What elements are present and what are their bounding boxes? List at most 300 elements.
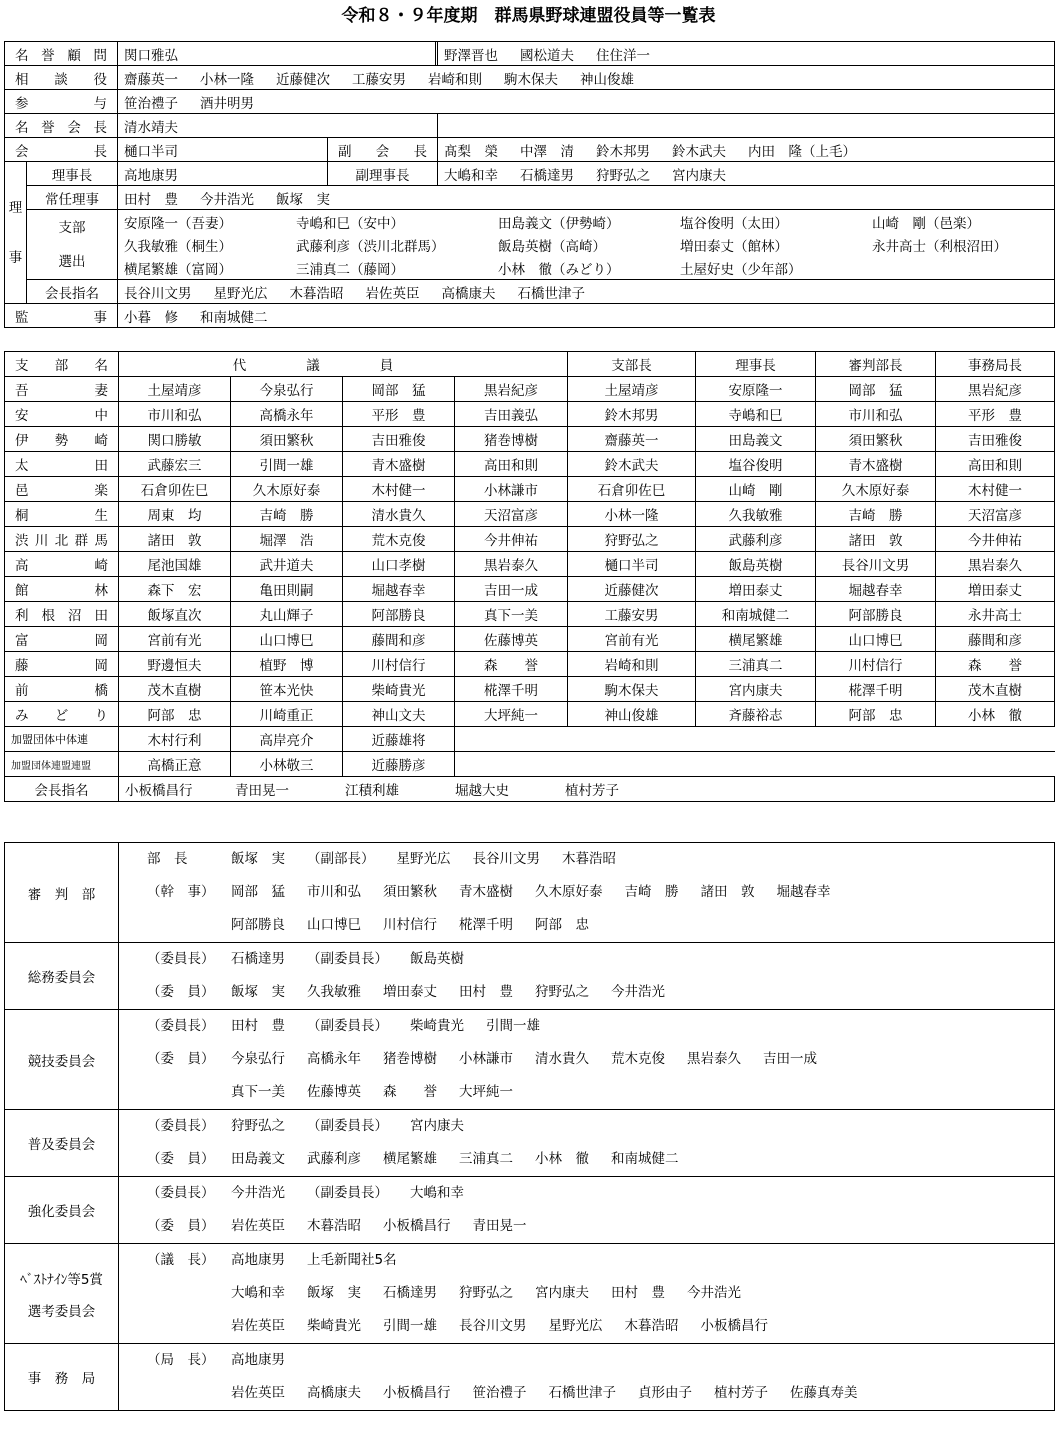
committee-member: 飯塚 実: [307, 1285, 361, 1301]
delegate: 真下一美: [455, 602, 568, 627]
delegate: 川崎重正: [231, 702, 343, 727]
delegate: 柴崎貴光: [343, 677, 455, 702]
member-chutai-delegate: 木村行利: [119, 727, 231, 752]
committee-member: 阿部勝良: [231, 917, 285, 933]
committee-member: 田村 豊: [611, 1285, 665, 1301]
delegate: 山口孝樹: [343, 552, 455, 577]
member-kotai-delegate: 近藤勝彦: [343, 752, 455, 777]
committee-name: [5, 1177, 119, 1244]
label-president: 会長: [5, 138, 118, 162]
committee-row: [5, 1177, 1055, 1244]
committee-row: [5, 843, 1055, 943]
delegate: 高田和則: [455, 452, 568, 477]
committee-member: 石橋達男: [383, 1285, 437, 1301]
umpire-head: 市川和弘: [816, 402, 936, 427]
secretary: 黒岩泰久: [936, 552, 1055, 577]
committee-member: 木暮浩昭: [307, 1218, 361, 1234]
branch-row: [5, 702, 1055, 727]
committee-member: 吉田一成: [763, 1051, 817, 1067]
secretary: 永井高士: [936, 602, 1055, 627]
member-kotai-delegate: 小林敬三: [231, 752, 343, 777]
delegate: 猪巻博樹: [455, 427, 568, 452]
label-vice-chief-director: 副理事長: [328, 162, 438, 186]
branch-director: 横尾繁雄: [696, 627, 816, 652]
row-counselor: [5, 66, 1055, 90]
committee-member: 高地康男: [231, 1252, 285, 1268]
delegate: 阿部勝良: [343, 602, 455, 627]
branch-director: 増田泰丈: [696, 577, 816, 602]
row-branch-elected-1: [5, 210, 1055, 234]
branch-row: [5, 427, 1055, 452]
committee-member: 柴崎貴光: [307, 1318, 361, 1334]
umpire-head: 堀越春幸: [816, 577, 936, 602]
committee-member: 小板橋昌行: [383, 1218, 451, 1234]
branch-name: 館林: [5, 577, 119, 602]
row-branch-elected-2: [5, 233, 1055, 256]
committee-member: 岡部 猛: [231, 884, 285, 900]
secretary: 今井伸祐: [936, 527, 1055, 552]
delegate: 吉崎 勝: [231, 502, 343, 527]
committee-member: 石橋達男: [231, 951, 285, 967]
advisor-names: 野澤晋也 國松道夫 住住洋一: [438, 42, 1055, 66]
president-nominated-delegates: 小板橋昌行 青田晃一 江積利雄 堀越大史 植村芳子: [119, 777, 1055, 802]
label-standing-director: 常任理事: [27, 186, 118, 210]
councilor-names: 笹治禮子 酒井明男: [118, 90, 1055, 114]
row-branch-elected-3: [5, 256, 1055, 280]
committee-member: 上毛新聞社5名: [307, 1252, 397, 1268]
delegate: 高橋永年: [231, 402, 343, 427]
committee-member: 吉崎 勝: [624, 884, 679, 900]
name-honorary-president: 清水靖夫: [118, 114, 438, 138]
delegate: 亀田則嗣: [231, 577, 343, 602]
committee-member: 小林 徹: [535, 1151, 589, 1167]
standing-director-names: 田村 豊 今井浩光 飯塚 実: [118, 186, 1055, 210]
label-vice-president: 副会長: [328, 138, 438, 162]
committee-member: 小板橋昌行: [700, 1318, 768, 1334]
committee-member: 狩野弘之: [535, 984, 589, 1000]
delegate: 吉田義弘: [455, 402, 568, 427]
committee-name-text: ﾍﾞｽﾄﾅｲﾝ等5賞: [20, 1271, 103, 1288]
committee-member: 飯塚 実: [231, 984, 285, 1000]
committee-member: 川村信行: [383, 917, 437, 933]
committee-member: 植村芳子: [714, 1385, 768, 1401]
label-president-nominated: 会長指名: [27, 280, 118, 304]
delegate: 吉田雅俊: [343, 427, 455, 452]
branch-elected-line-3: 横尾繁雄（富岡） 三浦真二（藤岡） 小林 徹（みどり） 土屋好史（少年部）: [118, 256, 1055, 280]
branch-head: 小林一隆: [568, 502, 696, 527]
branch-row: [5, 377, 1055, 402]
delegate: 岡部 猛: [343, 377, 455, 402]
delegate: 平形 豊: [343, 402, 455, 427]
branch-row: [5, 452, 1055, 477]
branch-director: 三浦真二: [696, 652, 816, 677]
branch-name: 前橋: [5, 677, 119, 702]
committee-name: [5, 843, 119, 943]
committee-member: 今井浩光: [231, 1185, 285, 1201]
delegate: 諸田 敦: [119, 527, 231, 552]
committee-member: 市川和弘: [307, 884, 361, 900]
delegate: 阿部 忠: [119, 702, 231, 727]
branch-director: 山崎 剛: [696, 477, 816, 502]
header-branch: 支部名: [5, 352, 119, 377]
umpire-head: 岡部 猛: [816, 377, 936, 402]
row-president-nominated: [5, 280, 1055, 304]
committee-member: 長谷川文男: [459, 1318, 527, 1334]
branch-head: 樋口半司: [568, 552, 696, 577]
secretary: 小林 徹: [936, 702, 1055, 727]
secretary: 平形 豊: [936, 402, 1055, 427]
branch-name: 渋川北群馬: [5, 527, 119, 552]
committee-member: 飯島英樹: [410, 951, 464, 967]
committee-member: 木暮浩昭: [562, 851, 616, 867]
committee-name: [5, 1344, 119, 1411]
committee-line: [147, 943, 1054, 976]
committee-member: （副委員長）: [307, 951, 388, 967]
branch-name: 安中: [5, 402, 119, 427]
branch-elected-line-2: 久我敏雅（桐生） 武藤利彦（渋川北群馬） 飯島英樹（高崎） 増田泰丈（館林） 永井高士（利根沼田）: [118, 233, 1055, 256]
branch-name: 利根沼田: [5, 602, 119, 627]
committee-member: 大嶋和幸: [410, 1185, 464, 1201]
branch-name: 邑楽: [5, 477, 119, 502]
header-secretary: 事務局長: [936, 352, 1055, 377]
committee-line: [147, 1177, 1054, 1210]
committee-member: 横尾繁雄: [383, 1151, 437, 1167]
committee-members: [119, 1177, 1055, 1244]
member-chutai-delegate: 近藤雄将: [343, 727, 455, 752]
committee-role: （委員長）: [147, 1018, 215, 1034]
delegate: 清水貴久: [343, 502, 455, 527]
committee-name-text: 審 判 部: [27, 886, 96, 903]
committee-line: [147, 976, 1054, 1009]
secretary: 茂木直樹: [936, 677, 1055, 702]
committee-line: [147, 1277, 1054, 1310]
label-counselor: 相談役: [5, 66, 118, 90]
delegate: 土屋靖彦: [119, 377, 231, 402]
secretary: 藤間和彦: [936, 627, 1055, 652]
branch-name: 桐生: [5, 502, 119, 527]
committee-member: 久我敏雅: [307, 984, 361, 1000]
member-kotai-row: [5, 752, 1055, 777]
committee-member: 佐藤真寿美: [790, 1385, 858, 1401]
branch-name: 富岡: [5, 627, 119, 652]
label-branch-elected: 支部 選出: [27, 210, 118, 280]
delegate: 小林謙市: [455, 477, 568, 502]
committee-member: 今井浩光: [687, 1285, 741, 1301]
secretary: 黒岩紀彦: [936, 377, 1055, 402]
delegate: 森下 宏: [119, 577, 231, 602]
delegate: 大坪純一: [455, 702, 568, 727]
delegate: 飯塚直次: [119, 602, 231, 627]
committee-member: （副委員長）: [307, 1118, 388, 1134]
committee-row: [5, 1010, 1055, 1110]
branch-row: [5, 602, 1055, 627]
committee-member: 青木盛樹: [459, 884, 513, 900]
committee-member: 飯塚 実: [231, 851, 285, 867]
secretary: 木村健一: [936, 477, 1055, 502]
delegate: 天沼富彦: [455, 502, 568, 527]
committee-member: 猪巻博樹: [383, 1051, 437, 1067]
committee-line: [147, 843, 1054, 876]
branch-row: [5, 552, 1055, 577]
delegate: 茂木直樹: [119, 677, 231, 702]
committee-role: （幹 事）: [147, 884, 215, 900]
committee-member: 阿部 忠: [535, 917, 589, 933]
delegate: 青木盛樹: [343, 452, 455, 477]
committee-name: [5, 943, 119, 1010]
branch-head: 鈴木邦男: [568, 402, 696, 427]
committee-member: （副委員長）: [307, 1185, 388, 1201]
branch-name: 高崎: [5, 552, 119, 577]
delegate: 神山文夫: [343, 702, 455, 727]
delegate: 野邊恒夫: [119, 652, 231, 677]
branch-director: 塩谷俊明: [696, 452, 816, 477]
branch-row: [5, 652, 1055, 677]
delegate: 武井道夫: [231, 552, 343, 577]
committee-member: 今泉弘行: [231, 1051, 285, 1067]
committee-members: [119, 1344, 1055, 1411]
branch-director: 安原隆一: [696, 377, 816, 402]
delegate: 須田繁秋: [231, 427, 343, 452]
committee-member: 岩佐英臣: [231, 1218, 285, 1234]
vice-chief-director-names: 大嶋和幸 石橋達男 狩野弘之 宮内康夫: [438, 162, 1055, 186]
branch-head: 工藤安男: [568, 602, 696, 627]
branch-elected-line-1: 安原隆一（吾妻） 寺嶋和巳（安中） 田島義文（伊勢崎） 塩谷俊明（太田） 山崎 剛（邑楽）: [118, 210, 1055, 234]
committee-member: 増田泰丈: [383, 984, 437, 1000]
committee-line: [147, 876, 1054, 909]
committee-member: 岩佐英臣: [231, 1318, 285, 1334]
committee-member: 佐藤博英: [307, 1084, 361, 1100]
secretary: 高田和則: [936, 452, 1055, 477]
branch-name: 吾妻: [5, 377, 119, 402]
committee-line: [147, 1143, 1054, 1176]
delegate: 関口勝敏: [119, 427, 231, 452]
committee-role: （委員長）: [147, 1118, 215, 1134]
committee-member: 田島義文: [231, 1151, 285, 1167]
label-auditor: 監事: [5, 304, 118, 328]
umpire-head: 須田繁秋: [816, 427, 936, 452]
committee-member: 諸田 敦: [700, 884, 755, 900]
committee-members: [119, 1010, 1055, 1110]
delegate: 尾池国雄: [119, 552, 231, 577]
vice-president-names: 髙梨 榮 中澤 清 鈴木邦男 鈴木武夫 内田 隆（上毛）: [438, 138, 1055, 162]
branch-header-row: [5, 352, 1055, 377]
committee-row: [5, 1110, 1055, 1177]
counselor-names: 齋藤英一 小林一隆 近藤健次 工藤安男 岩崎和則 駒木保夫 神山俊雄: [118, 66, 1055, 90]
delegate: 周東 均: [119, 502, 231, 527]
row-honorary-president: [5, 114, 1055, 138]
committee-member: 久木原好泰: [535, 884, 603, 900]
committee-row: [5, 1344, 1055, 1411]
header-delegates: 代議員: [119, 352, 568, 377]
member-kotai-name: 加盟団体連盟連盟: [5, 752, 119, 777]
branch-director: 寺嶋和巳: [696, 402, 816, 427]
secretary: 天沼富彦: [936, 502, 1055, 527]
committee-member: 高橋康夫: [307, 1385, 361, 1401]
committee-name-text: 普及委員会: [27, 1137, 96, 1153]
delegate: 笹本光快: [231, 677, 343, 702]
committee-member: 大嶋和幸: [231, 1285, 285, 1301]
branch-head: 土屋靖彦: [568, 377, 696, 402]
committee-member: 宮内康夫: [410, 1118, 464, 1134]
committee-name: [5, 1244, 119, 1344]
committee-member: 笹治禮子: [472, 1385, 527, 1401]
committee-members: [119, 943, 1055, 1010]
president-nominated-names: 長谷川文男 星野光広 木暮浩昭 岩佐英臣 高橋康夫 石橋世津子: [118, 280, 1055, 304]
committee-line: [147, 1310, 1054, 1343]
branch-director: 武藤利彦: [696, 527, 816, 552]
auditor-names: 小暮 修 和南城健二: [118, 304, 1055, 328]
delegate: 堀越春幸: [343, 577, 455, 602]
umpire-head: 長谷川文男: [816, 552, 936, 577]
delegate: 宮前有光: [119, 627, 231, 652]
delegate: 椛澤千明: [455, 677, 568, 702]
committee-member: 今井浩光: [611, 984, 665, 1000]
committee-role: （議 長）: [147, 1252, 215, 1268]
member-chutai-delegate: 高岸亮介: [231, 727, 343, 752]
secretary: 森 誉: [936, 652, 1055, 677]
branch-head: 駒木保夫: [568, 677, 696, 702]
committee-member: 石橋世津子: [548, 1385, 616, 1401]
committee-role: （委 員）: [147, 1218, 215, 1234]
branch-row: [5, 502, 1055, 527]
row-councilor: [5, 90, 1055, 114]
branch-head: 石倉卯佐巳: [568, 477, 696, 502]
umpire-head: 山口博巳: [816, 627, 936, 652]
committee-role: （委員長）: [147, 951, 215, 967]
committee-member: 狩野弘之: [459, 1285, 513, 1301]
delegate: 荒木克俊: [343, 527, 455, 552]
label-honorary-president: 名誉会長: [5, 114, 118, 138]
branch-row: [5, 477, 1055, 502]
name-president: 樋口半司: [118, 138, 328, 162]
delegate: 黒岩紀彦: [455, 377, 568, 402]
delegate: 木村健一: [343, 477, 455, 502]
committee-role: （局 長）: [147, 1352, 215, 1368]
committee-member: 大坪純一: [459, 1084, 513, 1100]
delegate: 藤間和彦: [343, 627, 455, 652]
umpire-head: 吉崎 勝: [816, 502, 936, 527]
branch-row: [5, 677, 1055, 702]
committee-role: （委 員）: [147, 984, 215, 1000]
branch-name: 伊勢崎: [5, 427, 119, 452]
committee-line: [147, 1076, 1054, 1109]
committee-member: 武藤利彦: [307, 1151, 361, 1167]
president-nominated-label: 会長指名: [5, 777, 119, 802]
committee-member: 三浦真二: [459, 1151, 513, 1167]
committee-role: （委 員）: [147, 1151, 215, 1167]
committee-members: [119, 843, 1055, 943]
committee-name-text: 強化委員会: [27, 1204, 96, 1220]
branch-row: [5, 627, 1055, 652]
committee-member: 清水貴久: [535, 1051, 589, 1067]
header-branch-head: 支部長: [568, 352, 696, 377]
row-chief-director: [5, 162, 1055, 186]
committee-member: 堀越春幸: [776, 884, 831, 900]
committee-member: 黒岩泰久: [687, 1051, 741, 1067]
committee-name-text: 総務委員会: [27, 970, 96, 986]
committee-line: [147, 1244, 1054, 1277]
committee-row: [5, 1244, 1055, 1344]
committee-name: [5, 1110, 119, 1177]
member-chutai-row: [5, 727, 1055, 752]
branch-director: 斉藤裕志: [696, 702, 816, 727]
header-director: 理事長: [696, 352, 816, 377]
committee-member: 小板橋昌行: [383, 1385, 451, 1401]
committee-line: [147, 1377, 1054, 1410]
branch-row: [5, 527, 1055, 552]
committee-member: 田村 豊: [231, 1018, 285, 1034]
committee-member: 真下一美: [231, 1084, 285, 1100]
committee-member: 長谷川文男: [472, 851, 540, 867]
committee-member: 狩野弘之: [231, 1118, 285, 1134]
committee-role: （委員長）: [147, 1185, 215, 1201]
umpire-head: 阿部勝良: [816, 602, 936, 627]
committee-member: 和南城健二: [611, 1151, 679, 1167]
committee-member: 田村 豊: [459, 984, 513, 1000]
committee-member: 青田晃一: [472, 1218, 527, 1234]
committee-line: [147, 1010, 1054, 1043]
committee-members: [119, 1110, 1055, 1177]
branch-head: 近藤健次: [568, 577, 696, 602]
committee-members: [119, 1244, 1055, 1344]
branch-name: 藤岡: [5, 652, 119, 677]
delegate: 丸山輝子: [231, 602, 343, 627]
president-nominated-row: [5, 777, 1055, 802]
branch-row: [5, 402, 1055, 427]
branch-name: みどり: [5, 702, 119, 727]
committee-table: [4, 842, 1055, 1411]
row-auditor: [5, 304, 1055, 328]
committee-member: 宮内康夫: [535, 1285, 589, 1301]
committee-member: 木暮浩昭: [624, 1318, 679, 1334]
committee-member: 貞形由子: [638, 1385, 692, 1401]
umpire-head: 阿部 忠: [816, 702, 936, 727]
riji-vertical-label: 理 事: [5, 162, 27, 304]
label-councilor: 参与: [5, 90, 118, 114]
branch-rows: [5, 377, 1055, 727]
delegate: 堀澤 浩: [231, 527, 343, 552]
delegate: 武藤宏三: [119, 452, 231, 477]
name-honorary-advisor: 関口雅弘: [124, 47, 178, 64]
branch-head: 狩野弘之: [568, 527, 696, 552]
committee-name-text: 事 務 局: [27, 1371, 96, 1387]
member-chutai-name: 加盟団体中体連: [5, 727, 119, 752]
umpire-head: 久木原好泰: [816, 477, 936, 502]
committee-line: [147, 1043, 1054, 1076]
delegate: 引間一雄: [231, 452, 343, 477]
umpire-head: 青木盛樹: [816, 452, 936, 477]
branch-director: 和南城健二: [696, 602, 816, 627]
row-honorary-advisor: [5, 42, 1055, 66]
branch-head: 神山俊雄: [568, 702, 696, 727]
secretary: 増田泰丈: [936, 577, 1055, 602]
row-president: [5, 138, 1055, 162]
committee-member: 星野光広: [548, 1318, 603, 1334]
committee-member: 高地康男: [231, 1352, 285, 1368]
committee-line: [147, 1210, 1054, 1243]
committee-line: [147, 1344, 1054, 1377]
committee-name-text: 競技委員会: [27, 1053, 96, 1070]
delegate: 川村信行: [343, 652, 455, 677]
name-chief-director: 高地康男: [118, 162, 328, 186]
committee-member: 椛澤千明: [459, 917, 513, 933]
committee-role: （委 員）: [147, 1051, 215, 1067]
header-umpire-head: 審判部長: [816, 352, 936, 377]
umpire-head: 川村信行: [816, 652, 936, 677]
committee-member: 荒木克俊: [611, 1051, 665, 1067]
branch-row: [5, 577, 1055, 602]
committee-role: 部 長: [147, 851, 188, 867]
